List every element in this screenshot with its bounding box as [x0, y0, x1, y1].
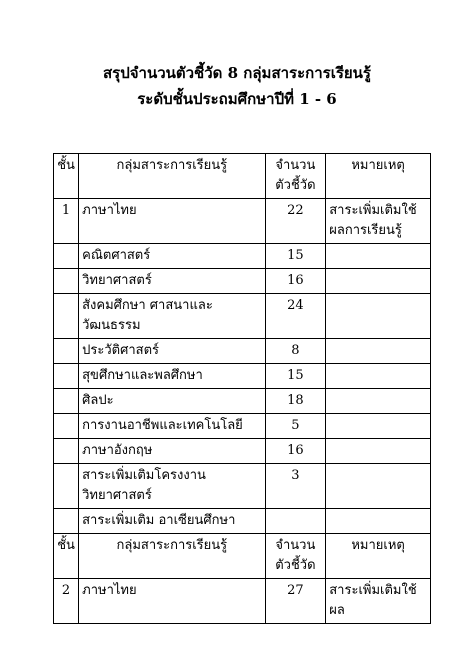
header-level: ชั้น	[54, 534, 79, 579]
note-cell	[326, 439, 431, 464]
table-row	[54, 414, 431, 439]
count-cell: 15	[265, 364, 326, 389]
group-cell: สุขศึกษาและพลศึกษา	[79, 364, 265, 389]
count-cell	[265, 509, 326, 534]
table-row	[54, 439, 431, 464]
group-cell: ศิลปะ	[79, 389, 265, 414]
group-cell: ภาษาไทย	[79, 579, 265, 624]
note-cell	[326, 464, 431, 509]
header-count: จำนวนตัวชี้วัด	[265, 534, 326, 579]
group-cell: วิทยาศาสตร์	[79, 269, 265, 294]
table-row	[54, 339, 431, 364]
table-row	[54, 579, 431, 624]
count-cell: 16	[265, 269, 326, 294]
note-cell	[326, 294, 431, 339]
group-cell: สาระเพิ่มเติมโครงงานวิทยาศาสตร์	[79, 464, 265, 509]
group-cell: สาระเพิ่มเติม อาเซียนศึกษา	[79, 509, 265, 534]
level-cell	[54, 269, 79, 294]
count-cell: 22	[265, 199, 326, 244]
count-cell: 3	[265, 464, 326, 509]
header-group: กลุ่มสาระการเรียนรู้	[79, 154, 265, 199]
level-cell: 1	[54, 199, 79, 244]
group-cell: ภาษาอังกฤษ	[79, 439, 265, 464]
table-row	[54, 199, 431, 244]
note-cell: สาระเพิ่มเติมใช้ผล	[326, 579, 431, 624]
table-row	[54, 509, 431, 534]
note-cell	[326, 509, 431, 534]
table-row	[54, 269, 431, 294]
count-cell: 18	[265, 389, 326, 414]
header-note: หมายเหตุ	[326, 534, 431, 579]
table-header-row	[54, 154, 431, 199]
count-cell: 8	[265, 339, 326, 364]
table-row	[54, 364, 431, 389]
document-title	[0, 60, 474, 112]
note-cell: สาระเพิ่มเติมใช้ผลการเรียนรู้	[326, 199, 431, 244]
table-row	[54, 244, 431, 269]
note-cell	[326, 414, 431, 439]
note-cell	[326, 269, 431, 294]
table-row	[54, 389, 431, 414]
indicator-summary-table	[53, 153, 431, 624]
group-cell: คณิตศาสตร์	[79, 244, 265, 269]
group-cell: การงานอาชีพและเทคโนโลยี	[79, 414, 265, 439]
title-line-1: สรุปจำนวนตัวชี้วัด 8 กลุ่มสาระการเรียนรู้	[103, 64, 371, 82]
level-cell	[54, 464, 79, 509]
count-cell: 16	[265, 439, 326, 464]
level-cell	[54, 439, 79, 464]
count-cell: 5	[265, 414, 326, 439]
level-cell	[54, 389, 79, 414]
header-note: หมายเหตุ	[326, 154, 431, 199]
note-cell	[326, 364, 431, 389]
title-line-2: ระดับชั้นประถมศึกษาปีที่ 1 - 6	[137, 90, 337, 108]
count-cell: 27	[265, 579, 326, 624]
table-row	[54, 294, 431, 339]
level-cell	[54, 244, 79, 269]
group-cell: สังคมศึกษา ศาสนาและวัฒนธรรม	[79, 294, 265, 339]
level-cell	[54, 414, 79, 439]
note-cell	[326, 244, 431, 269]
note-cell	[326, 389, 431, 414]
count-cell: 24	[265, 294, 326, 339]
group-cell: ประวัติศาสตร์	[79, 339, 265, 364]
header-level: ชั้น	[54, 154, 79, 199]
level-cell: 2	[54, 579, 79, 624]
level-cell	[54, 364, 79, 389]
header-count: จำนวนตัวชี้วัด	[265, 154, 326, 199]
level-cell	[54, 294, 79, 339]
table-header-row-repeat	[54, 534, 431, 579]
group-cell: ภาษาไทย	[79, 199, 265, 244]
level-cell	[54, 339, 79, 364]
header-group: กลุ่มสาระการเรียนรู้	[79, 534, 265, 579]
level-cell	[54, 509, 79, 534]
table-row	[54, 464, 431, 509]
count-cell: 15	[265, 244, 326, 269]
note-cell	[326, 339, 431, 364]
